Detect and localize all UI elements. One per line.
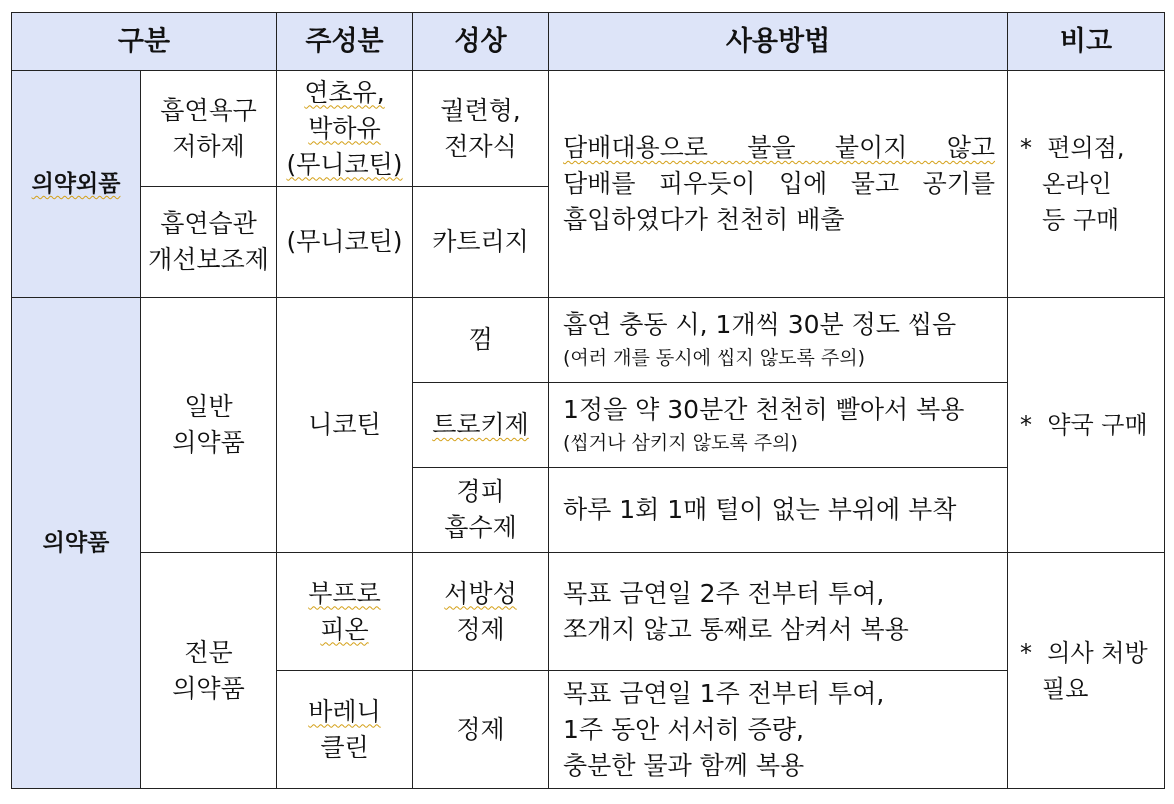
usage-cell: 흡연 충동 시, 1개씩 30분 정도 씹음 (여러 개를 동시에 씹지 않도록 주의) — [549, 298, 1008, 383]
subtype-cell: 일반 의약품 — [141, 298, 277, 553]
ingredient-cell: 바레니 클린 — [277, 671, 413, 789]
usage-cell: 하루 1회 1매 털이 없는 부위에 부착 — [549, 468, 1008, 553]
smoking-cessation-aids-table — [11, 12, 1165, 789]
form-cell: 궐련형, 전자식 — [413, 71, 549, 187]
usage-cell: 목표 금연일 2주 전부터 투여, 쪼개지 않고 통째로 삼켜서 복용 — [549, 553, 1008, 671]
table-row — [12, 71, 1165, 187]
header-remarks: 비고 — [1008, 13, 1165, 71]
ingredient-cell: 니코틴 — [277, 298, 413, 553]
ingredient-cell: (무니코틴) — [277, 187, 413, 298]
subtype-cell: 흡연습관 개선보조제 — [141, 187, 277, 298]
form-cell: 트로키제 — [413, 383, 549, 468]
table-row — [12, 553, 1165, 671]
header-usage: 사용방법 — [549, 13, 1008, 71]
category-drug: 의약품 — [12, 298, 141, 789]
form-cell: 카트리지 — [413, 187, 549, 298]
form-cell: 경피 흡수제 — [413, 468, 549, 553]
ingredient-cell: 부프로 피온 — [277, 553, 413, 671]
table-row — [12, 298, 1165, 383]
form-cell: 껌 — [413, 298, 549, 383]
header-ingredient: 주성분 — [277, 13, 413, 71]
remark-cell: * 의사 처방 필요 — [1008, 553, 1165, 789]
remark-cell: * 약국 구매 — [1008, 298, 1165, 553]
form-cell: 서방성 정제 — [413, 553, 549, 671]
category-quasi-drug: 의약외품 — [12, 71, 141, 298]
usage-cell: 담배대용으로 불을 붙이지 않고 담배를 피우듯이 입에 물고 공기를 흡입하였다가 천천히 배출 — [549, 71, 1008, 298]
usage-cell: 목표 금연일 1주 전부터 투여, 1주 동안 서서히 증량, 충분한 물과 함께 복용 — [549, 671, 1008, 789]
ingredient-cell: 연초유, 박하유 (무니코틴) — [277, 71, 413, 187]
subtype-cell: 전문 의약품 — [141, 553, 277, 789]
header-category: 구분 — [12, 13, 277, 71]
remark-cell: * 편의점, 온라인 등 구매 — [1008, 71, 1165, 298]
header-row — [12, 13, 1165, 71]
header-form: 성상 — [413, 13, 549, 71]
form-cell: 정제 — [413, 671, 549, 789]
subtype-cell: 흡연욕구 저하제 — [141, 71, 277, 187]
usage-cell: 1정을 약 30분간 천천히 빨아서 복용 (씹거나 삼키지 않도록 주의) — [549, 383, 1008, 468]
